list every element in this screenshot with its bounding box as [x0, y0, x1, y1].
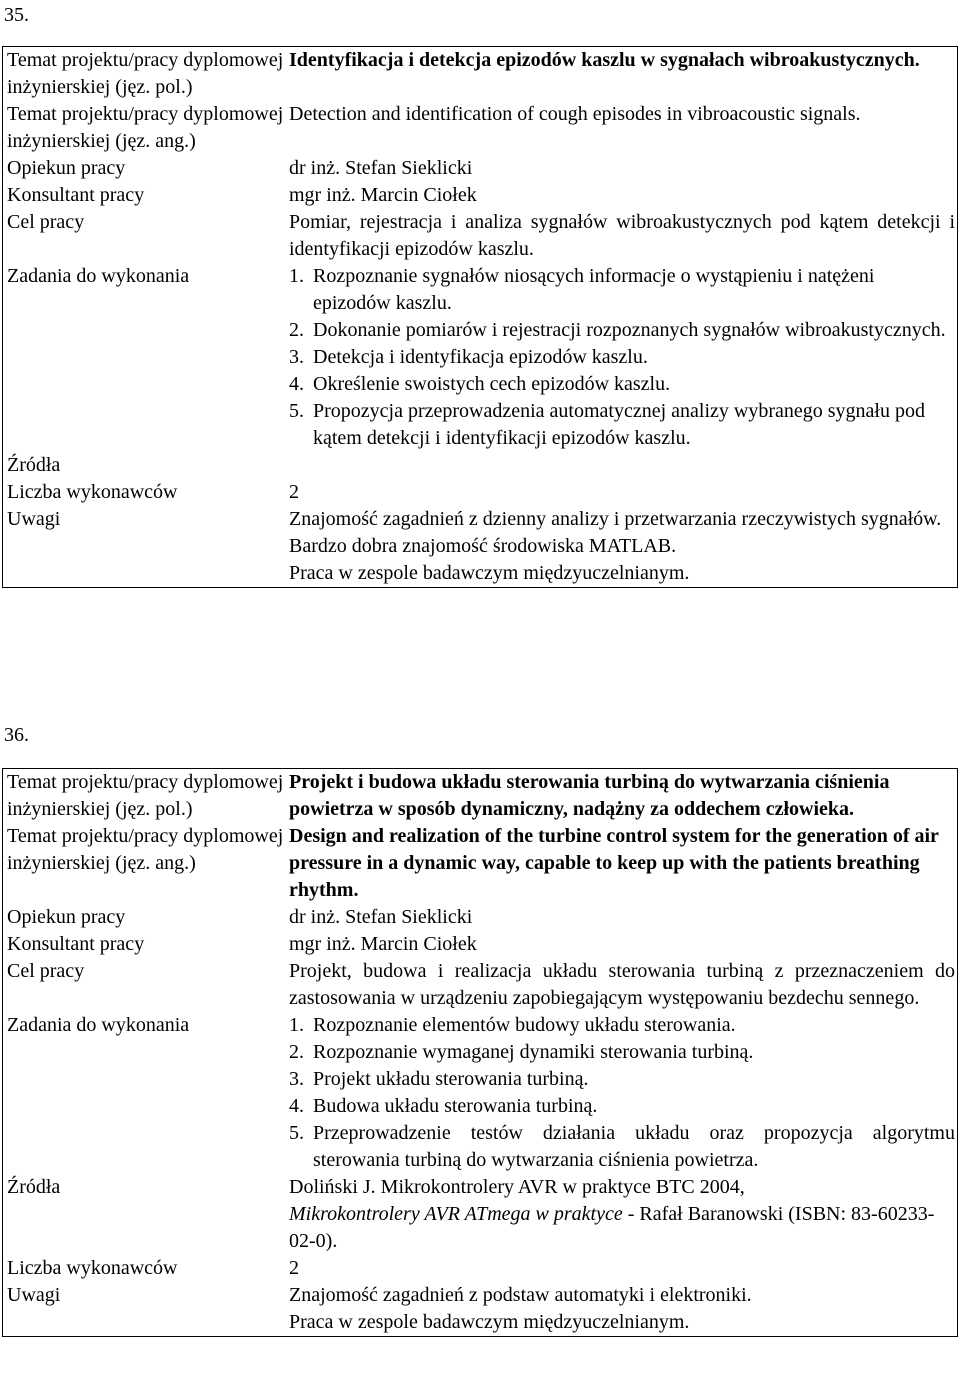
label-goal: Cel pracy	[7, 211, 85, 233]
task-number: 5.	[289, 1122, 304, 1144]
label-consultant: Konsultant pracy	[7, 933, 145, 955]
label-supervisor: Opiekun pracy	[7, 906, 126, 928]
value-title-pl: Projekt i budowa układu sterowania turbiną do wytwarzania ciśnienia powietrza w sposób dynamiczny, nadążny za oddechem człowieka.	[289, 771, 890, 820]
label-notes: Uwagi	[7, 508, 61, 530]
task-item	[289, 1093, 955, 1120]
task-number: 3.	[289, 1068, 304, 1090]
value-consultant: mgr inż. Marcin Ciołek	[289, 933, 477, 955]
task-text: Określenie swoistych cech epizodów kaszlu.	[313, 373, 671, 395]
task-text: Dokonanie pomiarów i rejestracji rozpoznanych sygnałów wibroakustycznych.	[313, 319, 946, 341]
value-notes	[289, 506, 957, 587]
project-table	[2, 768, 958, 1337]
task-item	[289, 344, 955, 371]
task-text: Budowa układu sterowania turbiną.	[313, 1095, 598, 1117]
label-sources: Źródła	[7, 1176, 61, 1198]
note-line: Bardzo dobra znajomość środowiska MATLAB.	[289, 535, 677, 557]
task-item	[289, 263, 955, 317]
row-title-en	[3, 101, 957, 155]
label-title-en: Temat projektu/pracy dyplomowej inżynierskiej (jęz. ang.)	[7, 825, 284, 874]
value-notes	[289, 1282, 957, 1336]
source-title-italic: Mikrokontrolery AVR ATmega w praktyce	[289, 1203, 623, 1225]
note-line: Praca w zespole badawczym międzyuczelnianym.	[289, 1311, 690, 1333]
label-sources: Źródła	[7, 454, 61, 476]
task-number: 3.	[289, 346, 304, 368]
row-consultant	[3, 931, 957, 958]
value-goal: Projekt, budowa i realizacja układu sterowania turbiną z przeznaczeniem do zastosowania w urządzeniu zapobiegającym występowaniu bezdechu sennego.	[289, 960, 955, 1009]
label-supervisor: Opiekun pracy	[7, 157, 126, 179]
task-text: Przeprowadzenie testów działania układu oraz propozycja algorytmu sterowania turbiną do wytwarzania ciśnienia powietrza.	[313, 1122, 955, 1171]
label-goal: Cel pracy	[7, 960, 85, 982]
label-count: Liczba wykonawców	[7, 481, 178, 503]
task-list	[289, 263, 955, 452]
task-number: 2.	[289, 1041, 304, 1063]
task-number: 5.	[289, 400, 304, 422]
source-rest: - Rafał Baranowski (ISBN: 83-60233-02-0).	[289, 1203, 935, 1252]
project-number: 36.	[4, 724, 29, 746]
row-goal	[3, 958, 957, 1012]
value-title-en: Design and realization of the turbine control system for the generation of air pressure in a dynamic way, capable to keep up with the patients breathing rhythm.	[289, 825, 939, 901]
value-supervisor: dr inż. Stefan Sieklicki	[289, 906, 473, 928]
label-title-pl: Temat projektu/pracy dyplomowej inżynierskiej (jęz. pol.)	[7, 771, 284, 820]
task-item	[289, 1039, 955, 1066]
row-supervisor	[3, 904, 957, 931]
task-text: Propozycja przeprowadzenia automatycznej analizy wybranego sygnału pod kątem detekcji i identyfikacji epizodów kaszlu.	[313, 400, 925, 449]
label-notes: Uwagi	[7, 1284, 61, 1306]
label-count: Liczba wykonawców	[7, 1257, 178, 1279]
task-item	[289, 371, 955, 398]
row-sources	[3, 1174, 957, 1255]
row-notes	[3, 1282, 957, 1336]
task-item	[289, 1120, 955, 1174]
task-number: 1.	[289, 265, 304, 287]
source-line	[289, 1203, 934, 1252]
row-notes	[3, 506, 957, 587]
value-goal: Pomiar, rejestracja i analiza sygnałów wibroakustycznych pod kątem detekcji i identyfikacji epizodów kaszlu.	[289, 211, 955, 260]
task-item	[289, 317, 955, 344]
project-table	[2, 46, 958, 588]
label-tasks: Zadania do wykonania	[7, 1014, 190, 1036]
task-number: 1.	[289, 1014, 304, 1036]
value-supervisor: dr inż. Stefan Sieklicki	[289, 157, 473, 179]
value-title-pl: Identyfikacja i detekcja epizodów kaszlu w sygnałach wibroakustycznych.	[289, 49, 920, 71]
label-title-en: Temat projektu/pracy dyplomowej inżynierskiej (jęz. ang.)	[7, 103, 284, 152]
note-line: Znajomość zagadnień z podstaw automatyki i elektroniki.	[289, 1284, 752, 1306]
task-item	[289, 1066, 955, 1093]
value-sources	[289, 452, 957, 479]
task-number: 2.	[289, 319, 304, 341]
row-title-pl	[3, 769, 957, 823]
source-line: Doliński J. Mikrokontrolery AVR w praktyce BTC 2004,	[289, 1176, 745, 1198]
row-supervisor	[3, 155, 957, 182]
task-text: Rozpoznanie elementów budowy układu sterowania.	[313, 1014, 736, 1036]
value-sources	[289, 1174, 957, 1255]
row-tasks	[3, 263, 957, 452]
label-title-pl: Temat projektu/pracy dyplomowej inżynierskiej (jęz. pol.)	[7, 49, 284, 98]
value-consultant: mgr inż. Marcin Ciołek	[289, 184, 477, 206]
label-consultant: Konsultant pracy	[7, 184, 145, 206]
value-count: 2	[289, 481, 299, 503]
task-list	[289, 1012, 955, 1174]
note-line: Znajomość zagadnień z dzienny analizy i przetwarzania rzeczywistych sygnałów.	[289, 508, 942, 530]
task-text: Rozpoznanie sygnałów niosących informacje o wystąpieniu i natężeni epizodów kaszlu.	[313, 265, 875, 314]
row-sources	[3, 452, 957, 479]
row-consultant	[3, 182, 957, 209]
task-text: Projekt układu sterowania turbiną.	[313, 1068, 589, 1090]
value-title-en: Detection and identification of cough episodes in vibroacoustic signals.	[289, 103, 861, 125]
task-item	[289, 1012, 955, 1039]
row-goal	[3, 209, 957, 263]
task-number: 4.	[289, 1095, 304, 1117]
value-tasks	[289, 263, 957, 452]
task-text: Detekcja i identyfikacja epizodów kaszlu.	[313, 346, 648, 368]
row-title-en	[3, 823, 957, 904]
task-text: Rozpoznanie wymaganej dynamiki sterowania turbiną.	[313, 1041, 754, 1063]
label-tasks: Zadania do wykonania	[7, 265, 190, 287]
row-tasks	[3, 1012, 957, 1174]
value-count: 2	[289, 1257, 299, 1279]
row-title-pl	[3, 47, 957, 101]
task-number: 4.	[289, 373, 304, 395]
row-count	[3, 1255, 957, 1282]
project-number: 35.	[4, 4, 29, 26]
note-line: Praca w zespole badawczym międzyuczelnianym.	[289, 562, 690, 584]
row-count	[3, 479, 957, 506]
value-tasks	[289, 1012, 957, 1174]
task-item	[289, 398, 955, 452]
